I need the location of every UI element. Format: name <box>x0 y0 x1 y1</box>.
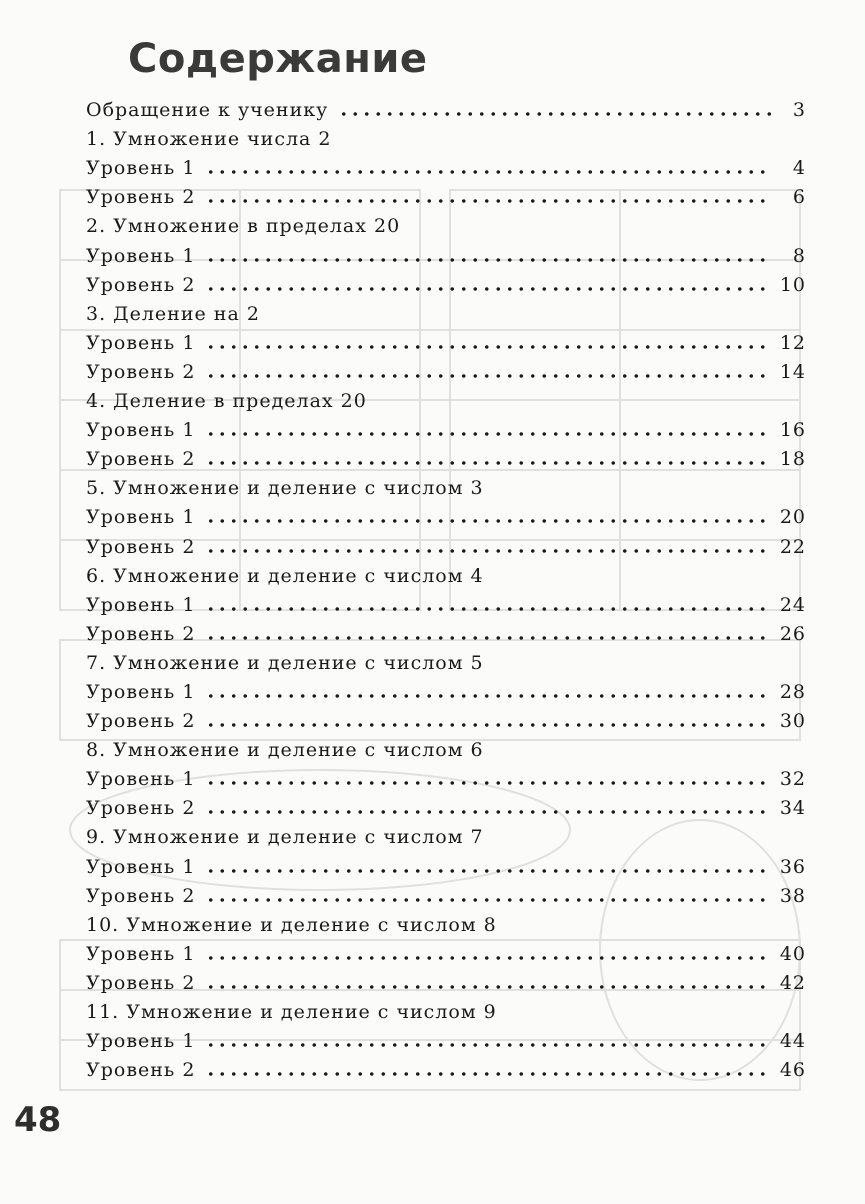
dot-leader <box>205 460 772 466</box>
toc-entry-label: 5. Умножение и деление с числом 3 <box>86 477 484 500</box>
toc-entry-label: Уровень 1 <box>86 855 196 878</box>
toc-entry-label: Уровень 2 <box>86 535 196 558</box>
toc-entry-page: 10 <box>779 273 806 296</box>
toc-entry-label: Уровень 2 <box>86 1059 196 1082</box>
toc-entry-page: 12 <box>779 331 806 354</box>
toc-entry-label: Уровень 2 <box>86 186 196 209</box>
toc-entry <box>86 965 806 994</box>
toc-entry-label: 3. Деление на 2 <box>86 302 260 325</box>
toc-entry-page: 6 <box>792 186 806 209</box>
dot-leader <box>205 373 772 379</box>
toc-entry <box>86 790 806 819</box>
dot-leader <box>205 548 772 554</box>
toc-section-heading <box>86 819 806 848</box>
toc-entry <box>86 616 806 645</box>
toc-section-heading <box>86 732 806 761</box>
dot-leader <box>205 635 772 641</box>
toc-entry-label: Уровень 2 <box>86 273 196 296</box>
toc-entry <box>86 92 806 121</box>
toc-entry <box>86 936 806 965</box>
toc-entry-page: 30 <box>779 710 806 733</box>
toc-entry-label: Уровень 1 <box>86 768 196 791</box>
dot-leader <box>205 868 772 874</box>
toc-entry-page: 8 <box>792 244 806 267</box>
toc-entry-label: 11. Умножение и деление с числом 9 <box>86 1001 497 1023</box>
dot-leader <box>205 780 772 786</box>
toc-entry-label: Уровень 2 <box>86 360 196 383</box>
toc-entry-label: Уровень 1 <box>86 157 196 180</box>
toc-entry-page: 3 <box>792 99 806 122</box>
dot-leader <box>205 693 772 699</box>
toc-entry-label: Уровень 1 <box>86 942 196 965</box>
dot-leader <box>205 431 772 437</box>
dot-leader <box>205 606 772 612</box>
toc-section-heading <box>86 383 806 412</box>
toc-entry <box>86 179 806 208</box>
toc-entry <box>86 528 806 557</box>
dot-leader <box>205 518 772 524</box>
toc-entry-label: 4. Деление в пределах 20 <box>86 390 367 413</box>
toc-section-heading <box>86 296 806 325</box>
toc-entry <box>86 674 806 703</box>
toc-entry <box>86 412 806 441</box>
toc-entry-page: 28 <box>779 680 806 703</box>
toc-entry-label: Уровень 2 <box>86 710 196 733</box>
dot-leader <box>205 344 772 350</box>
toc-entry-label: Уровень 1 <box>86 680 196 703</box>
dot-leader <box>338 111 772 117</box>
dot-leader <box>205 198 772 204</box>
toc-entry-label: 2. Умножение в пределах 20 <box>86 215 401 238</box>
toc-entry-label: Уровень 2 <box>86 448 196 471</box>
toc-entry-page: 40 <box>779 942 806 965</box>
toc-entry-page: 4 <box>792 157 806 180</box>
toc-entry-label: Обращение к ученику <box>86 99 329 122</box>
toc-entry-label: 10. Умножение и деление с числом 8 <box>86 913 497 936</box>
toc-entry <box>86 354 806 383</box>
toc-section-heading <box>86 645 806 674</box>
dot-leader <box>205 984 772 990</box>
toc-entry-label: 1. Умножение числа 2 <box>86 128 332 151</box>
toc-entry-page: 34 <box>779 797 806 820</box>
toc-entry <box>86 703 806 732</box>
toc-entry-page: 36 <box>779 855 806 878</box>
toc-section-heading <box>86 558 806 587</box>
dot-leader <box>205 169 772 175</box>
toc-entry <box>86 587 806 616</box>
toc-entry-label: 9. Умножение и деление с числом 7 <box>86 826 484 849</box>
toc-entry <box>86 1052 806 1081</box>
toc-entry <box>86 150 806 179</box>
toc-entry <box>86 267 806 296</box>
dot-leader <box>205 257 772 263</box>
toc-entry-page: 42 <box>779 971 806 994</box>
toc-entry <box>86 848 806 877</box>
dot-leader <box>205 897 772 903</box>
toc-entry <box>86 499 806 528</box>
toc-entry-label: Уровень 2 <box>86 797 196 820</box>
toc-entry-label: Уровень 1 <box>86 331 196 354</box>
toc-entry-page: 32 <box>779 768 806 791</box>
toc-section-heading <box>86 470 806 499</box>
dot-leader <box>205 286 772 292</box>
toc-section-heading <box>86 208 806 237</box>
toc-entry <box>86 237 806 266</box>
toc-entry <box>86 1023 806 1052</box>
toc-section-heading <box>86 121 806 150</box>
dot-leader <box>205 1042 772 1048</box>
page-title: Содержание <box>128 36 428 82</box>
toc-section-heading <box>86 907 806 936</box>
dot-leader <box>205 1071 772 1077</box>
toc-section-heading <box>86 994 806 1023</box>
toc-entry-page: 18 <box>779 448 806 471</box>
dot-leader <box>205 809 772 815</box>
toc-entry-page: 24 <box>779 593 806 616</box>
toc-entry-label: 8. Умножение и деление с числом 6 <box>86 739 484 762</box>
toc-entry-page: 46 <box>779 1059 806 1082</box>
toc-entry <box>86 878 806 907</box>
toc-entry-label: Уровень 2 <box>86 622 196 645</box>
toc-entry <box>86 761 806 790</box>
toc-entry-page: 38 <box>779 884 806 907</box>
toc-entry-page: 16 <box>779 419 806 442</box>
toc-entry-page: 26 <box>779 622 806 645</box>
toc-entry <box>86 325 806 354</box>
toc-entry-label: Уровень 1 <box>86 1030 196 1053</box>
toc-entry-label: Уровень 2 <box>86 884 196 907</box>
toc-entry-page: 20 <box>779 506 806 529</box>
toc-entry-label: Уровень 2 <box>86 971 196 994</box>
toc-entry <box>86 441 806 470</box>
dot-leader <box>205 722 772 728</box>
toc-entry-label: 6. Умножение и деление с числом 4 <box>86 564 484 587</box>
toc-entry-label: Уровень 1 <box>86 244 196 267</box>
table-of-contents <box>86 92 806 1081</box>
toc-entry-page: 22 <box>779 535 806 558</box>
toc-entry-page: 14 <box>779 360 806 383</box>
toc-entry-label: 7. Умножение и деление с числом 5 <box>86 651 484 674</box>
dot-leader <box>205 955 772 961</box>
toc-entry-label: Уровень 1 <box>86 506 196 529</box>
page-number: 48 <box>14 1100 62 1140</box>
toc-entry-page: 44 <box>779 1030 806 1053</box>
toc-entry-label: Уровень 1 <box>86 419 196 442</box>
toc-entry-label: Уровень 1 <box>86 593 196 616</box>
